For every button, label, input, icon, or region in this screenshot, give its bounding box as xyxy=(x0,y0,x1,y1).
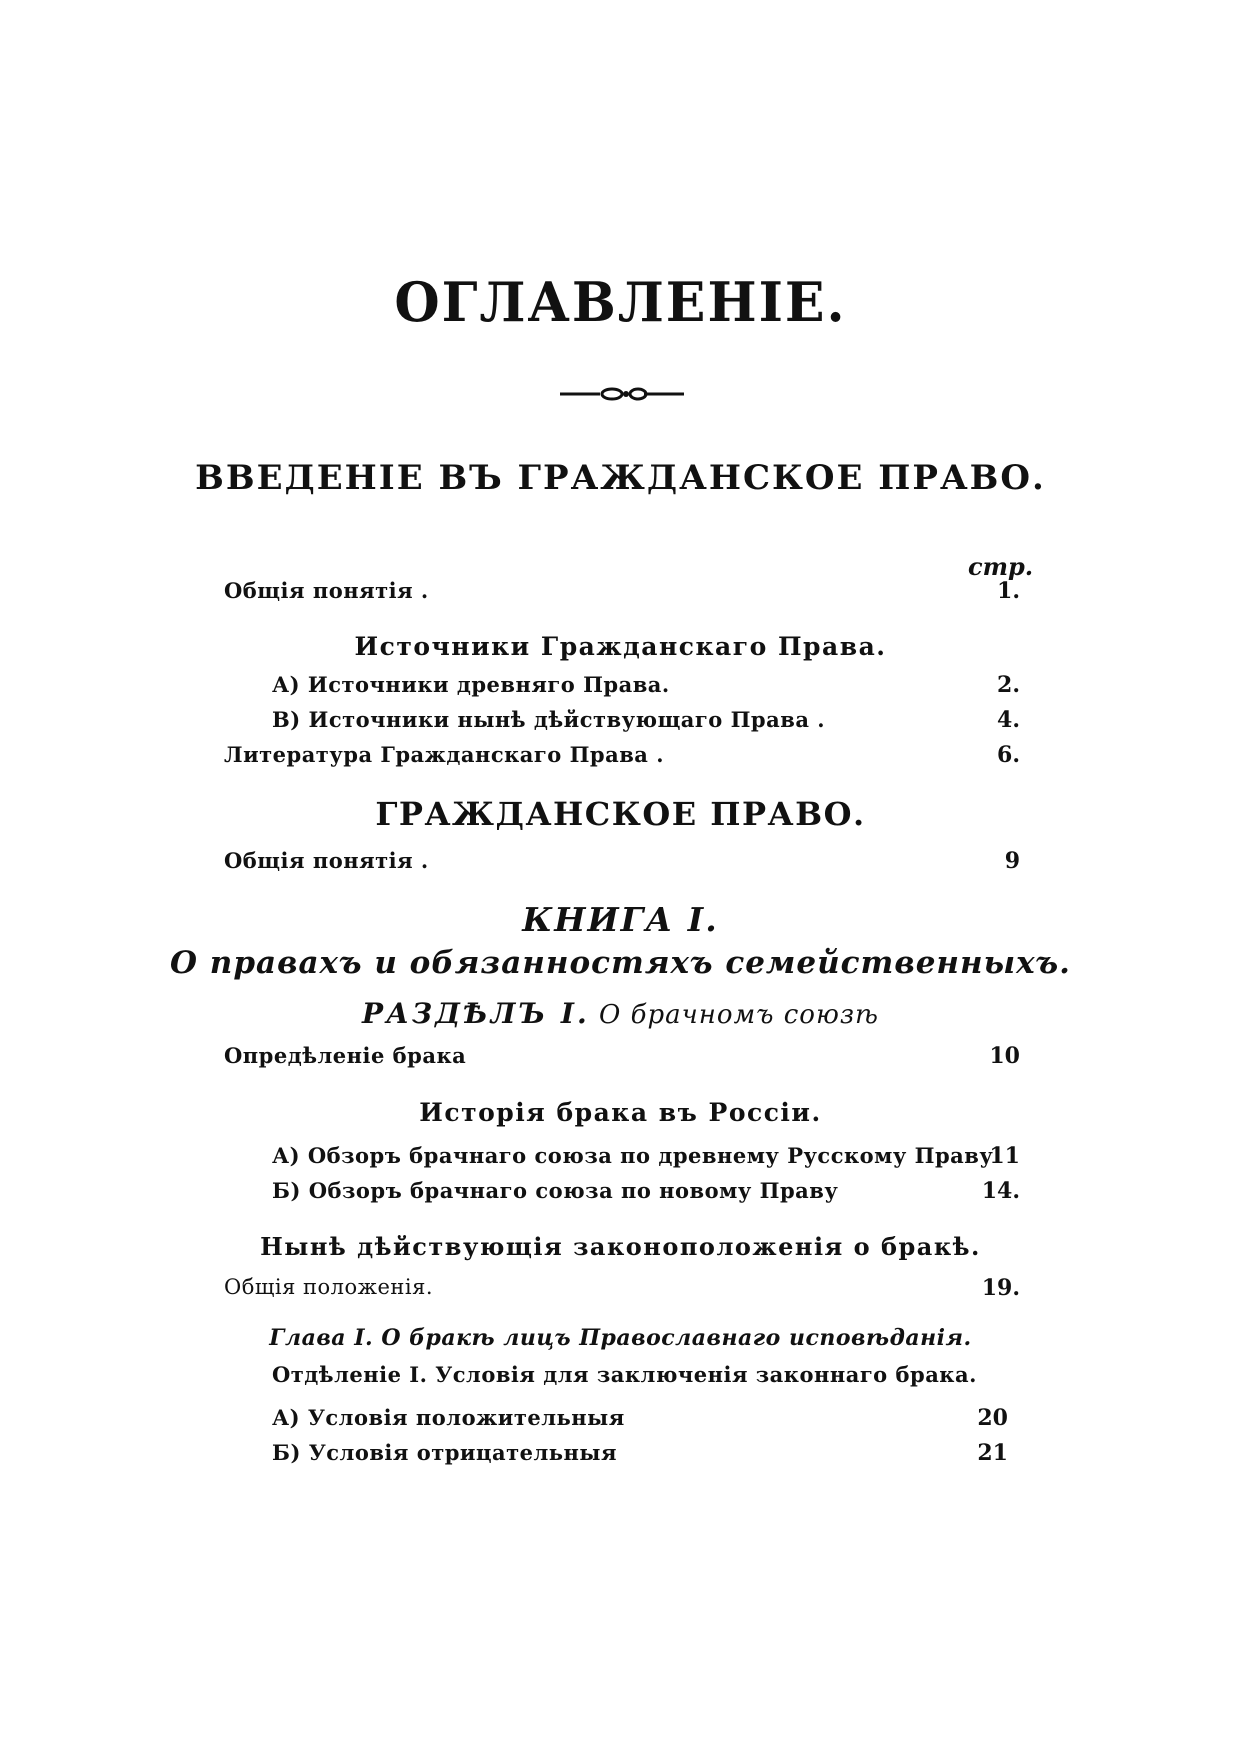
toc-page-number: 11 xyxy=(989,1143,1020,1169)
section-prefix: РАЗДѢЛЪ I. xyxy=(362,997,590,1030)
page-column-label: стр. xyxy=(968,552,1034,581)
history-heading: Исторія брака въ Россіи. xyxy=(419,1098,822,1127)
current-laws-heading: Нынѣ дѣйствующія законоположенія о бракѣ. xyxy=(260,1232,981,1261)
toc-entry-general-concepts: Общія понятія . xyxy=(224,578,429,603)
book-heading: КНИГА I. xyxy=(522,900,719,939)
toc-page-number: 10 xyxy=(989,1043,1020,1069)
toc-entry-negative-conditions: Б) Условія отрицательныя xyxy=(272,1440,617,1465)
toc-page-number: 1. xyxy=(997,578,1020,604)
intro-heading: ВВЕДЕНІЕ ВЪ ГРАЖДАНСКОЕ ПРАВО. xyxy=(195,458,1046,498)
civil-law-heading: ГРАЖДАНСКОЕ ПРАВО. xyxy=(375,795,866,833)
book-subtitle: О правахъ и обязанностяхъ семейственныхъ. xyxy=(170,945,1071,981)
toc-entry-general-provisions: Общія положенія. xyxy=(224,1275,434,1299)
page-title: ОГЛАВЛЕНІЕ. xyxy=(394,270,847,335)
toc-page-number: 2. xyxy=(997,672,1020,698)
toc-entry-literature: Литература Гражданскаго Права . xyxy=(224,742,665,767)
toc-entry-marriage-definition: Опредѣленіе брака xyxy=(224,1043,467,1068)
toc-page-number: 21 xyxy=(977,1440,1008,1466)
chapter-heading: Глава I. О бракѣ лицъ Православнаго исповѣданія. xyxy=(269,1325,972,1351)
toc-page-number: 4. xyxy=(997,707,1020,733)
department-heading: Отдѣленіе I. Условія для заключенія законнаго брака. xyxy=(272,1362,977,1387)
toc-page-number: 14. xyxy=(981,1178,1020,1204)
toc-entry-ancient-marriage: А) Обзоръ брачнаго союза по древнему Русскому Праву xyxy=(272,1143,994,1168)
toc-page-number: 9 xyxy=(1004,848,1020,874)
toc-page-number: 19. xyxy=(981,1275,1020,1301)
section-heading xyxy=(0,997,1241,1030)
ornament-divider xyxy=(560,385,684,403)
toc-page-number: 20 xyxy=(977,1405,1008,1431)
toc-entry-new-marriage: Б) Обзоръ брачнаго союза по новому Праву xyxy=(272,1178,839,1203)
toc-entry-current-sources: В) Источники нынѣ дѣйствующаго Права . xyxy=(272,707,826,732)
sources-heading: Источники Гражданскаго Права. xyxy=(354,632,887,661)
toc-page-number: 6. xyxy=(997,742,1020,768)
toc-entry-civil-general: Общія понятія . xyxy=(224,848,429,873)
toc-entry-positive-conditions: А) Условія положительныя xyxy=(272,1405,625,1430)
toc-entry-ancient-sources: А) Источники древняго Права. xyxy=(272,672,670,697)
section-title: О брачномъ союзѣ xyxy=(599,1000,879,1030)
